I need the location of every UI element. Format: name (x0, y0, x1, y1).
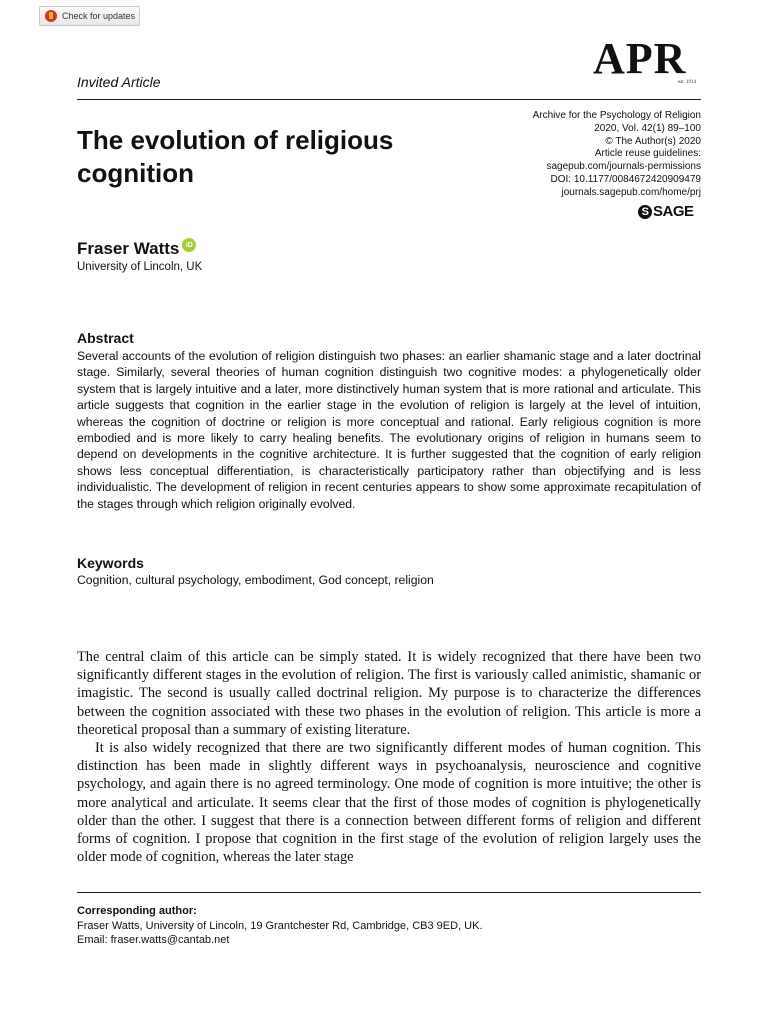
reuse-guidelines-label: Article reuse guidelines: (594, 148, 701, 160)
check-for-updates-button[interactable] (39, 6, 140, 26)
doi[interactable]: DOI: 10.1177/0084672420909479 (550, 173, 701, 185)
corresponding-author-label: Corresponding author: (77, 905, 197, 917)
corresponding-author-email[interactable]: Email: fraser.watts@cantab.net (77, 934, 230, 947)
sage-s-icon: S (638, 205, 652, 219)
journal-logo: APR (593, 34, 687, 83)
body-paragraph-1: The central claim of this article can be simply stated. It is widely recognized that there have been two significantly different stages in the evolution of religion. The first is variously called animistic, shamanic or imagistic. The second is usually called doctrinal religion. My purpose is to characterize the differences between the cognition associated with these two phases in the evolution of religion. This article is more a theoretical proposal than a summary of existing literature. (77, 649, 701, 738)
check-for-updates-label: Check for updates (62, 11, 136, 21)
publisher-name: SAGE (653, 203, 694, 220)
author (77, 239, 196, 259)
orcid-icon[interactable]: iD (182, 238, 196, 252)
footer-rule (77, 892, 701, 893)
abstract-heading: Abstract (77, 330, 134, 346)
corresponding-author-address: Fraser Watts, University of Lincoln, 19 Grantchester Rd, Cambridge, CB3 9ED, UK. (77, 919, 483, 932)
article-body (77, 648, 701, 866)
abstract-text: Several accounts of the evolution of religion distinguish two phases: an earlier shamanic stage and a later doctrinal stage. Similarly, several theories of human cognition distinguish two cognitive modes: a phylogenetically older system that is largely intuitive and a later, more distinctively human system that is more rational and articulate. This article suggests that cognition in the earlier stage in the evolution of religion is largely at the level of intuition, whereas the cognition of doctrine or religion is more conceptual and rational. Early religious cognition is more embodied and is more likely to carry healing benefits. The evolutionary origins of religion in humans seem to depend on developments in the cognitive architecture. It is further suggested that the cognition of early religion shows less conceptual differentiation, is characteristically participatory rather than objectifying and is less individualistic. The development of religion in recent centuries appears to show some approximate recapitulation of the stages through which religion originally evolved. (77, 349, 701, 511)
author-affiliation: University of Lincoln, UK (77, 261, 203, 273)
journal-logo-est: est. 1914 (678, 80, 697, 85)
corresponding-author-note (77, 904, 483, 948)
journal-metadata (533, 110, 701, 200)
copyright: © The Author(s) 2020 (605, 135, 701, 147)
header-rule (77, 99, 701, 100)
journal-name: Archive for the Psychology of Religion (532, 110, 701, 121)
body-paragraph-2: It is also widely recognized that there are two significantly different modes of human cognition. This distinction has been made in slightly different ways in psychoanalysis, neuroscience and cognitive psychology, and again there is no agreed terminology. One mode of cognition is more intuitive; the other is more analytical and articulate. It seems clear that the first of those modes of cognition is phylogenetically older than the other. I suggest that there is a connection between different forms of religion and different forms of cognition. I propose that cognition in the first stage of the evolution of religion largely uses the older mode of cognition, whereas the later stage (77, 740, 701, 866)
keywords-heading: Keywords (77, 555, 144, 571)
crossmark-icon (45, 10, 57, 22)
publisher-logo (638, 203, 694, 220)
journal-volume: 2020, Vol. 42(1) 89–100 (594, 122, 701, 134)
permissions-link[interactable]: sagepub.com/journals-permissions (546, 161, 701, 173)
article-title: The evolution of religious cognition (77, 125, 394, 188)
author-name: Fraser Watts (77, 239, 180, 258)
keywords-text: Cognition, cultural psychology, embodiment, God concept, religion (77, 573, 434, 587)
journal-homepage-link[interactable]: journals.sagepub.com/home/prj (561, 186, 701, 198)
article-type: Invited Article (77, 74, 161, 90)
